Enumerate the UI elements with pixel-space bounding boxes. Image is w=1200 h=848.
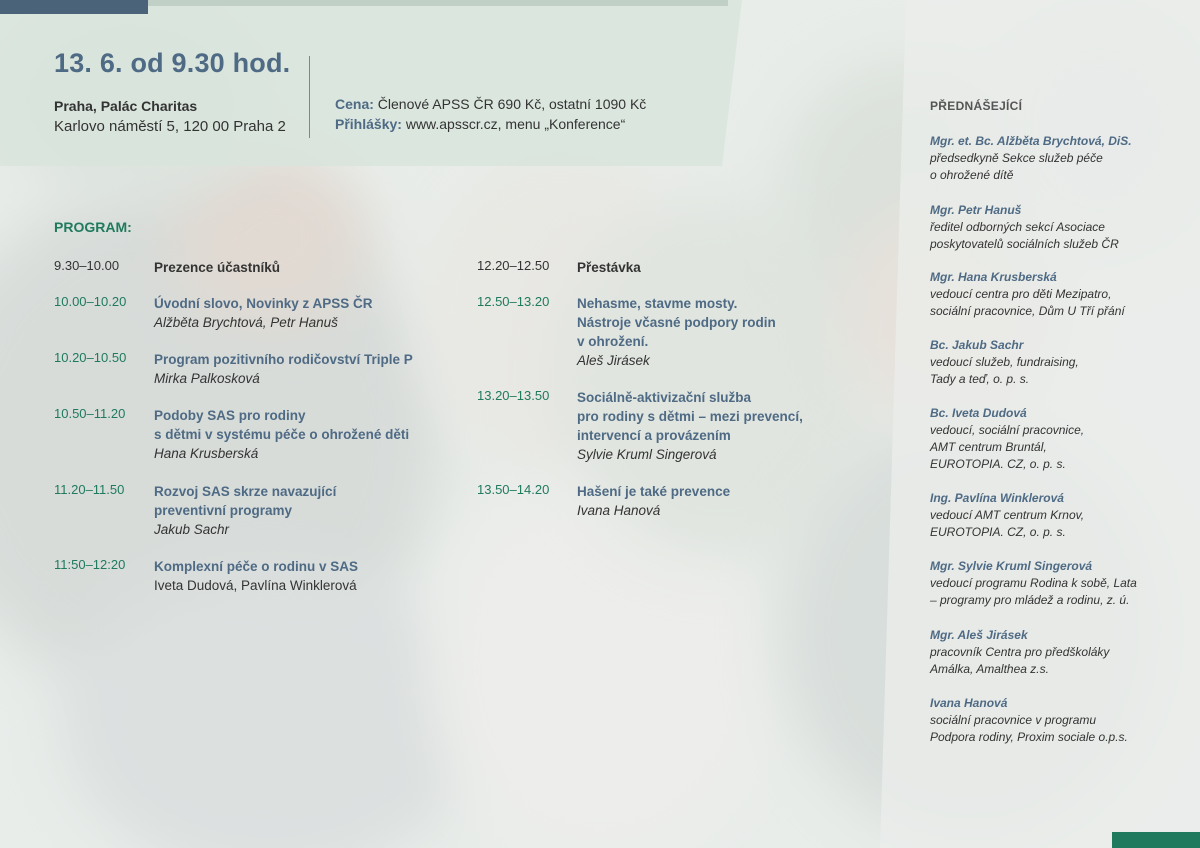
lecturer-name: Ivana Hanová (930, 696, 1008, 710)
program-time: 10.50–11.20 (54, 406, 126, 421)
price-value: Členové APSS ČR 690 Kč, ostatní 1090 Kč (373, 96, 647, 112)
program-time: 11.20–11.50 (54, 482, 125, 497)
lecturers-heading: PŘEDNÁŠEJÍCÍ (930, 99, 1023, 113)
lecturer-role-line: Amálka, Amalthea z.s. (930, 662, 1049, 676)
lecturer-role (930, 286, 1190, 320)
program-title-line: s dětmi v systému péče o ohrožené děti (154, 427, 410, 442)
registration-link[interactable]: www.apsscr.cz, menu „Konference“ (401, 116, 626, 132)
program-title (154, 258, 280, 277)
lecturer-role (930, 644, 1190, 678)
lecturer-role (930, 507, 1190, 541)
event-date: 13. 6. od 9.30 hod. (54, 48, 291, 78)
program-title-line: Hašení je také prevence (577, 484, 731, 499)
program-title-line: Úvodní slovo, Novinky z APSS ČR (154, 296, 373, 311)
lecturer-role-line: vedoucí centra pro děti Mezipatro, (930, 287, 1112, 301)
top-accent-bar (148, 0, 728, 6)
program-title (154, 406, 409, 444)
program-title-line: Prezence účastníků (154, 260, 281, 275)
program-time: 11:50–12:20 (54, 557, 126, 572)
lecturer-role-line: vedoucí programu Rodina k sobě, Lata (930, 576, 1137, 590)
lecturer-role-line: vedoucí služeb, fundraising, (930, 355, 1079, 369)
header-panel (0, 0, 722, 166)
lecturer-entry (930, 337, 1190, 388)
lecturer-entry (930, 627, 1190, 678)
program-title (154, 350, 413, 369)
program-speakers: Hana Krusberská (154, 446, 259, 461)
program-title-line: preventivní programy (154, 503, 293, 518)
lecturer-role (930, 712, 1190, 746)
lecturer-name: Ing. Pavlína Winklerová (930, 491, 1064, 505)
program-speakers: Jakub Sachr (154, 522, 230, 537)
program-speakers: Ivana Hanová (577, 503, 661, 518)
lecturer-role-line: o ohrožené dítě (930, 168, 1014, 182)
lecturer-role-line: sociální pracovnice, Dům U Tří přání (930, 304, 1125, 318)
program-title (577, 294, 776, 351)
lecturer-entry (930, 269, 1190, 320)
program-title (577, 388, 803, 445)
program-time: 12.50–13.20 (477, 294, 550, 309)
program-time: 12.20–12.50 (477, 258, 550, 273)
lecturer-name: Bc. Jakub Sachr (930, 338, 1024, 352)
program-title (577, 258, 641, 277)
program-time: 13.20–13.50 (477, 388, 550, 403)
program-title-line: Komplexní péče o rodinu v SAS (154, 559, 359, 574)
lecturer-entry (930, 695, 1190, 746)
lecturer-role-line: AMT centrum Bruntál, (930, 440, 1047, 454)
program-time: 9.30–10.00 (54, 258, 120, 273)
lecturer-role (930, 422, 1190, 473)
registration-line (335, 116, 625, 132)
lecturer-entry (930, 490, 1190, 541)
lecturer-role (930, 354, 1190, 388)
lecturer-name: Mgr. Sylvie Kruml Singerová (930, 559, 1093, 573)
venue-address: Karlovo náměstí 5, 120 00 Praha 2 (54, 118, 286, 135)
program-title-line: Přestávka (577, 260, 641, 275)
program-title-line: Sociálně-aktivizační služba (577, 390, 752, 405)
program-title-line: intervencí a provázením (577, 428, 731, 443)
lecturer-role-line: sociální pracovnice v programu (930, 713, 1097, 727)
venue-name: Praha, Palác Charitas (54, 98, 198, 114)
lecturer-name: Mgr. Aleš Jirásek (930, 628, 1028, 642)
lecturer-name: Mgr. Hana Krusberská (930, 270, 1057, 284)
lecturer-name: Mgr. et. Bc. Alžběta Brychtová, DiS. (930, 134, 1132, 148)
program-title-line: Program pozitivního rodičovství Triple P (154, 352, 413, 367)
lecturer-role (930, 575, 1190, 609)
lecturer-role-line: poskytovatelů sociálních služeb ČR (930, 237, 1119, 251)
program-time: 10.00–10.20 (54, 294, 127, 309)
program-title (154, 482, 336, 520)
program-title-line: Nástroje včasné podpory rodin (577, 315, 776, 330)
program-title (154, 557, 358, 576)
lecturer-role-line: pracovník Centra pro předškoláky (930, 645, 1110, 659)
lecturer-role-line: EUROTOPIA. CZ, o. p. s. (930, 525, 1066, 539)
lecturer-role-line: vedoucí, sociální pracovnice, (930, 423, 1085, 437)
program-speakers: Aleš Jirásek (577, 353, 650, 368)
program-title (577, 482, 730, 501)
lecturer-role (930, 219, 1190, 253)
program-speakers: Mirka Palkosková (154, 371, 260, 386)
program-title-line: Podoby SAS pro rodiny (154, 408, 306, 423)
program-speakers: Alžběta Brychtová, Petr Hanuš (154, 315, 338, 330)
program-speakers: Iveta Dudová, Pavlína Winklerová (154, 578, 357, 593)
program-heading: PROGRAM: (54, 219, 132, 235)
lecturer-role-line: předsedkyně Sekce služeb péče (930, 151, 1103, 165)
lecturer-role-line: Podpora rodiny, Proxim sociale o.p.s. (930, 730, 1128, 744)
program-title-line: v ohrožení. (577, 334, 649, 349)
lecturer-role (930, 150, 1190, 184)
program-time: 10.20–10.50 (54, 350, 127, 365)
corner-accent (1112, 832, 1200, 848)
price-label: Cena: (335, 96, 374, 112)
lecturer-role-line: vedoucí AMT centrum Krnov, (930, 508, 1085, 522)
header-divider (309, 56, 310, 138)
lecturer-entry (930, 558, 1190, 609)
registration-label: Přihlášky: (335, 116, 402, 132)
program-speakers: Sylvie Kruml Singerová (577, 447, 717, 462)
lecturer-entry (930, 133, 1190, 184)
lecturer-role-line: EUROTOPIA. CZ, o. p. s. (930, 457, 1066, 471)
lecturer-entry (930, 405, 1190, 473)
lecturer-role-line: – programy pro mládež a rodinu, z. ú. (930, 593, 1130, 607)
program-title-line: pro rodiny s dětmi – mezi prevencí, (577, 409, 803, 424)
top-color-strip (0, 0, 148, 14)
program-title (154, 294, 373, 313)
lecturer-role-line: ředitel odborných sekcí Asociace (930, 220, 1105, 234)
lecturer-name: Mgr. Petr Hanuš (930, 203, 1022, 217)
lecturer-name: Bc. Iveta Dudová (930, 406, 1027, 420)
program-title-line: Rozvoj SAS skrze navazující (154, 484, 337, 499)
program-time: 13.50–14.20 (477, 482, 550, 497)
lecturer-entry (930, 202, 1190, 253)
lecturer-role-line: Tady a teď, o. p. s. (930, 372, 1030, 386)
price-line (335, 96, 646, 112)
program-title-line: Nehasme, stavme mosty. (577, 296, 738, 311)
